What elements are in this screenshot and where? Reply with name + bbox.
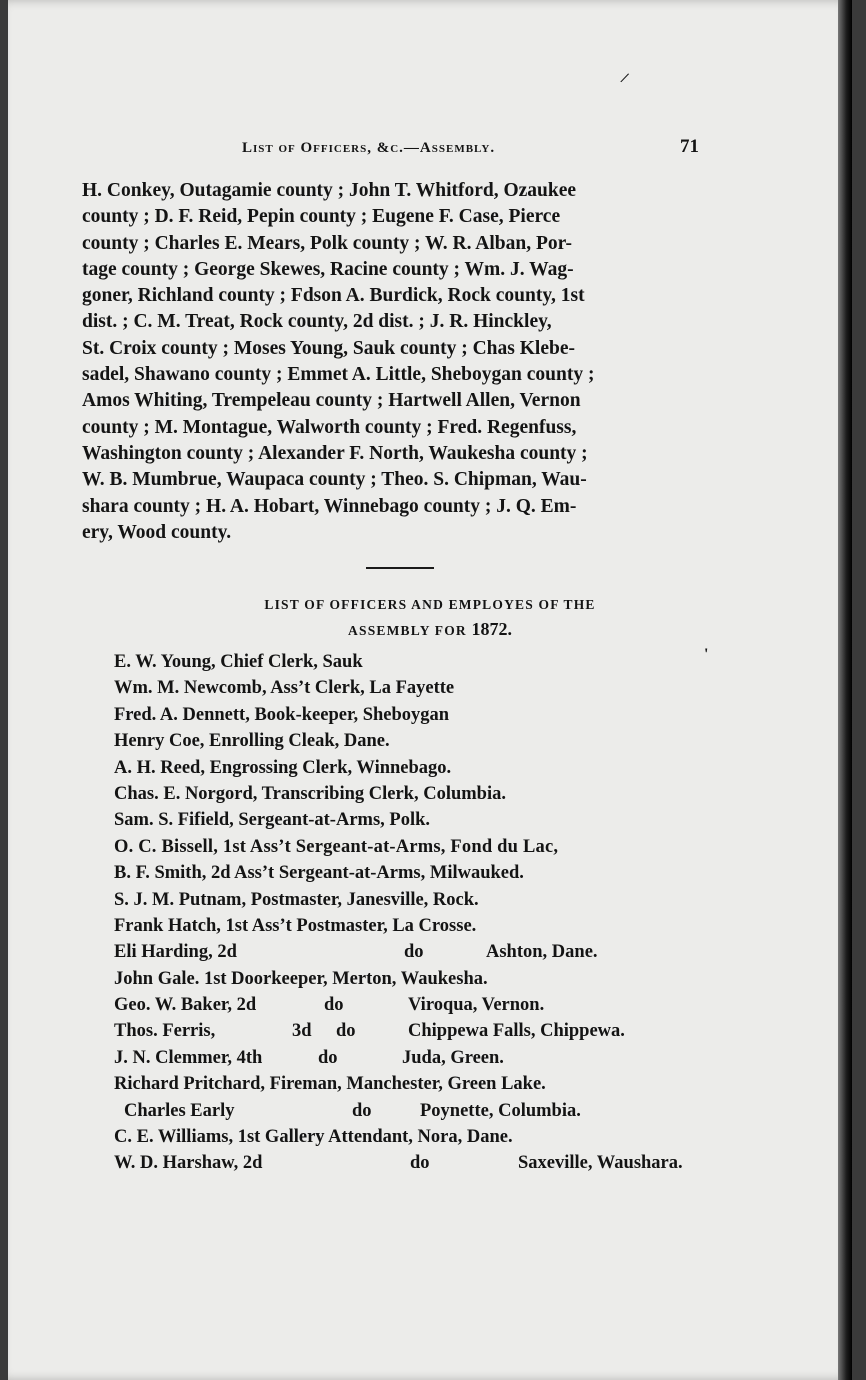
roster-row [114,890,834,916]
page-header [8,136,852,162]
roster-ordinal: 3d [292,1021,312,1042]
roster-row [114,731,834,757]
section-divider [366,567,434,569]
roster-ditto: do [352,1100,372,1121]
roster-name: W. D. Harshaw, 2d [114,1153,263,1174]
roster-ditto: do [404,942,424,963]
roster-row [114,1153,834,1179]
text-line: sadel, Shawano county ; Emmet A. Little, Sheboygan county ; [82,364,595,386]
roster-entry: Fred. A. Dennett, Book-keeper, Sheboygan [114,704,450,725]
roster-row [114,810,834,836]
running-head: List of Officers, &c.—Assembly. [242,140,496,156]
roster-row [114,758,834,784]
section-title-text: ASSEMBLY FOR [348,623,467,638]
county-members-paragraph [82,178,714,546]
roster-place: Viroqua, Vernon. [408,995,545,1016]
text-line: W. B. Mumbrue, Waupaca county ; Theo. S. Chipman, Wau- [82,469,587,491]
roster-row [114,837,834,863]
roster-name: Eli Harding, 2d [114,942,237,963]
text-line: goner, Richland county ; Fdson A. Burdick, Rock county, 1st [82,285,585,307]
roster-row [114,1074,834,1100]
roster-name: J. N. Clemmer, 4th [114,1047,263,1068]
roster-row [114,678,834,704]
text-line: H. Conkey, Outagamie county ; John T. Whitford, Ozaukee [82,180,577,201]
text-line: Amos Whiting, Trempeleau county ; Hartwell Allen, Vernon [82,390,581,412]
roster-entry: B. F. Smith, 2d Ass’t Sergeant-at-Arms, Milwauked. [114,863,524,884]
roster-row [114,1127,834,1153]
page-edge-shadow [838,0,852,1380]
roster-row [114,784,834,810]
roster-row [114,1101,834,1127]
roster-ditto: do [324,995,344,1016]
roster-name: Geo. W. Baker, 2d [114,995,257,1016]
roster-row [114,969,834,995]
section-title-line-2 [8,617,852,643]
page-number: 71 [680,136,699,157]
roster-row [114,1021,834,1047]
roster-row [114,916,834,942]
roster-row [114,652,834,678]
text-line: St. Croix county ; Moses Young, Sauk county ; Chas Klebe- [82,337,575,359]
section-title-line-1: LIST OF OFFICERS AND EMPLOYES OF THE [264,597,596,612]
text-line: dist. ; C. M. Treat, Rock county, 2d dist. ; J. R. Hinckley, [82,311,552,333]
roster-place: Saxeville, Waushara. [518,1153,683,1174]
roster-ditto: do [318,1047,338,1068]
ink-mark-icon: ' [704,646,709,663]
roster-entry: E. W. Young, Chief Clerk, Sauk [114,652,363,672]
roster-place: Ashton, Dane. [486,942,598,963]
section-title [8,592,852,643]
roster-entry: C. E. Williams, 1st Gallery Attendant, Nora, Dane. [114,1127,513,1148]
section-year: 1872. [471,619,512,639]
roster-entry: S. J. M. Putnam, Postmaster, Janesville, Rock. [114,889,479,910]
roster-entry: Chas. E. Norgord, Transcribing Clerk, Columbia. [114,783,506,804]
roster-ditto: do [410,1153,430,1174]
roster-place: Juda, Green. [402,1047,504,1068]
text-line: ery, Wood county. [82,521,232,543]
roster-entry: A. H. Reed, Engrossing Clerk, Winnebago. [114,757,452,778]
book-page [8,0,852,1380]
roster-entry: Richard Pritchard, Fireman, Manchester, Green Lake. [114,1074,546,1095]
roster-name: Charles Early [124,1100,235,1121]
roster-name: Thos. Ferris, [114,1021,216,1042]
roster-entry: Frank Hatch, 1st Ass’t Postmaster, La Crosse. [114,915,477,936]
roster-entry: O. C. Bissell, 1st Ass’t Sergeant-at-Arms, Fond du Lac, [114,836,559,857]
roster-row [114,942,834,968]
text-line: county ; D. F. Reid, Pepin county ; Eugene F. Case, Pierce [82,206,561,228]
text-line: Washington county ; Alexander F. North, Waukesha county ; [82,442,588,464]
roster-row [114,705,834,731]
text-line: tage county ; George Skewes, Racine county ; Wm. J. Wag- [82,258,574,280]
roster-entry: John Gale. 1st Doorkeeper, Merton, Waukesha. [114,968,488,989]
text-line: shara county ; H. A. Hobart, Winnebago county ; J. Q. Em- [82,495,577,517]
roster-row [114,863,834,889]
roster-row [114,1048,834,1074]
ink-mark-icon: / [618,69,631,88]
roster-row [114,995,834,1021]
roster-ditto: do [336,1021,356,1042]
roster-place: Poynette, Columbia. [420,1100,581,1121]
roster-place: Chippewa Falls, Chippewa. [408,1021,625,1042]
text-line: county ; Charles E. Mears, Polk county ; W. R. Alban, Por- [82,232,573,254]
text-line: county ; M. Montague, Walworth county ; Fred. Regenfuss, [82,416,577,438]
roster-entry: Wm. M. Newcomb, Ass’t Clerk, La Fayette [114,678,455,699]
officer-roster [114,652,834,1180]
roster-entry: Sam. S. Fifield, Sergeant-at-Arms, Polk. [114,810,431,831]
roster-entry: Henry Coe, Enrolling Cleak, Dane. [114,731,390,752]
